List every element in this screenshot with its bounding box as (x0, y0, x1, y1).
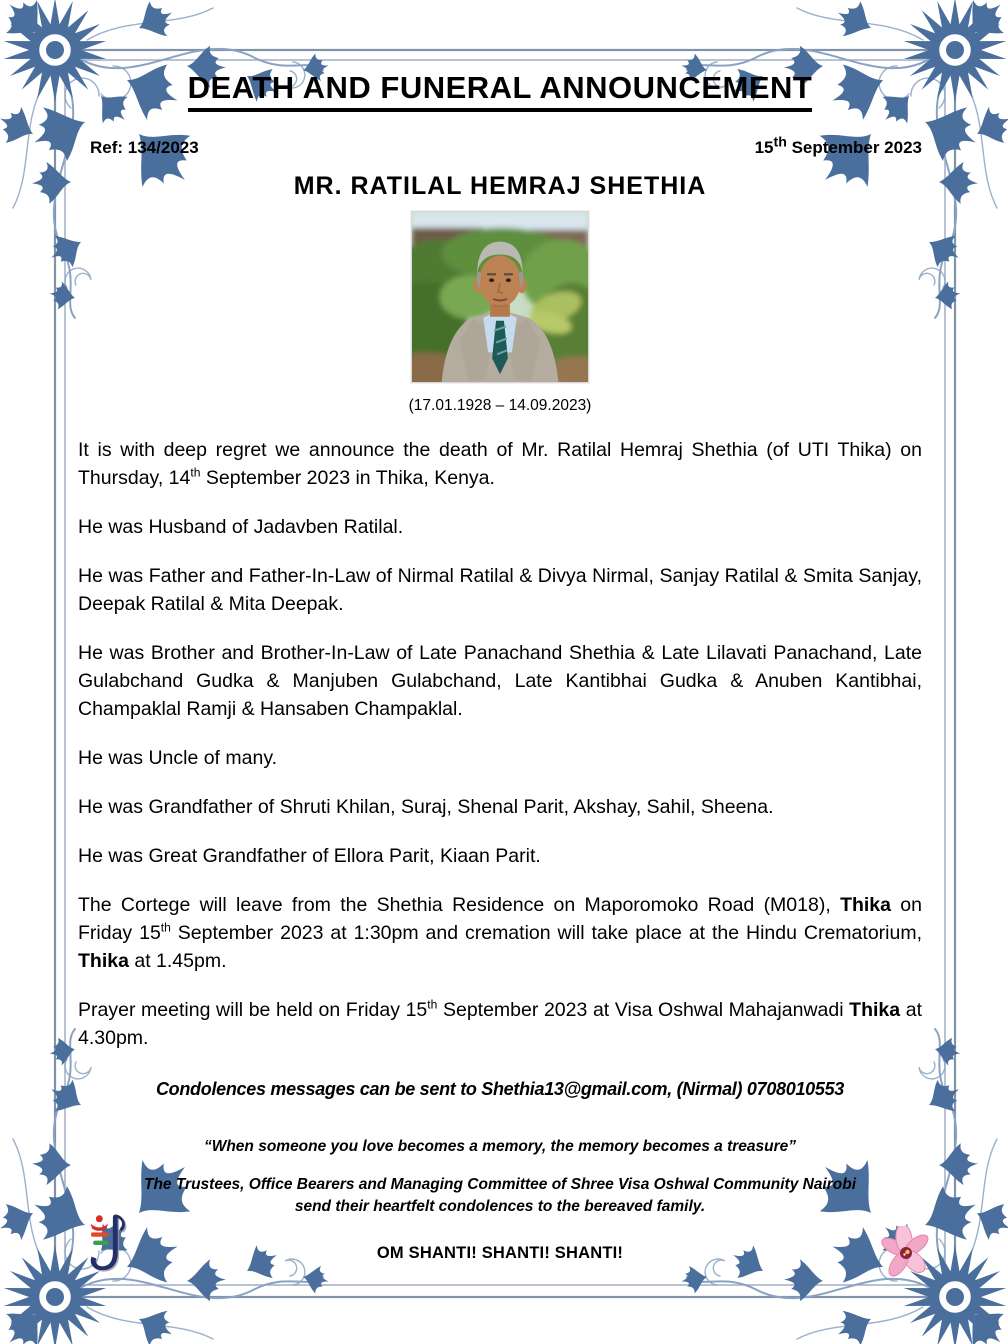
paragraph: He was Great Grandfather of Ellora Parit, Kiaan Parit. (78, 844, 541, 867)
photo-container (78, 211, 922, 383)
committee-line-1: The Trustees, Office Bearers and Managing Committee of Shree Visa Oshwal Community Nairobi (143, 1175, 857, 1193)
paragraph: He was Father and Father-In-Law of Nirmal Ratilal & Divya Nirmal, Sanjay Ratilal & Smita Sanjay, Deepak Ratilal & Mita Deepak. (78, 564, 922, 615)
announcement-date: 15th September 2023 (754, 134, 922, 157)
paragraph: The Cortege will leave from the Shethia Residence on Maporomoko Road (M018), Thika on Friday 15th September 2023 at 1:30pm and cremation will take place at the Hindu Crematorium, Thika at 1.45pm. (78, 893, 922, 972)
document-content (78, 70, 922, 1263)
condolences-line: Condolences messages can be sent to Shethia13@gmail.com, (Nirmal) 0708010553 (155, 1078, 845, 1099)
paragraph: It is with deep regret we announce the death of Mr. Ratilal Hemraj Shethia (of UTI Thika) on Thursday, 14th September 2023 in Thika, Kenya. (78, 438, 922, 489)
reference-number: Ref: 134/2023 (90, 137, 199, 157)
paragraph: He was Husband of Jadavben Ratilal. (78, 515, 404, 538)
paragraph: Prayer meeting will be held on Friday 15th September 2023 at Visa Oshwal Mahajanwadi Thika at 4.30pm. (78, 997, 922, 1049)
paragraph: He was Grandfather of Shruti Khilan, Suraj, Shenal Parit, Akshay, Sahil, Sheena. (78, 795, 774, 818)
announcement-body (78, 436, 922, 1052)
om-shanti-line: OM SHANTI! SHANTI! SHANTI! (376, 1243, 624, 1262)
orchid-flower-icon (881, 1226, 931, 1278)
paragraph: He was Brother and Brother-In-Law of Late Panachand Shethia & Late Lilavati Panachand, Late Gulabchand Gudka & Manjuben Gulabchand, Late Kantibhai Gudka & Anuben Kantibhai, Champaklal Ramji & Hansaben Champaklal. (78, 641, 922, 720)
memorial-quote: “When someone you love becomes a memory, the memory becomes a treasure” (203, 1137, 797, 1155)
committee-line-2: send their heartfelt condolences to the bereaved family. (294, 1197, 706, 1215)
reference-row (78, 134, 922, 158)
life-dates: (17.01.1928 – 14.09.2023) (408, 396, 592, 414)
page-title: DEATH AND FUNERAL ANNOUNCEMENT (78, 70, 922, 112)
portrait-photo (411, 211, 589, 383)
deceased-name: MR. RATILAL HEMRAJ SHETHIA (293, 171, 707, 200)
committee-message (78, 1174, 922, 1218)
oshwal-community-logo-icon (88, 1212, 130, 1274)
paragraph: He was Uncle of many. (78, 746, 278, 769)
